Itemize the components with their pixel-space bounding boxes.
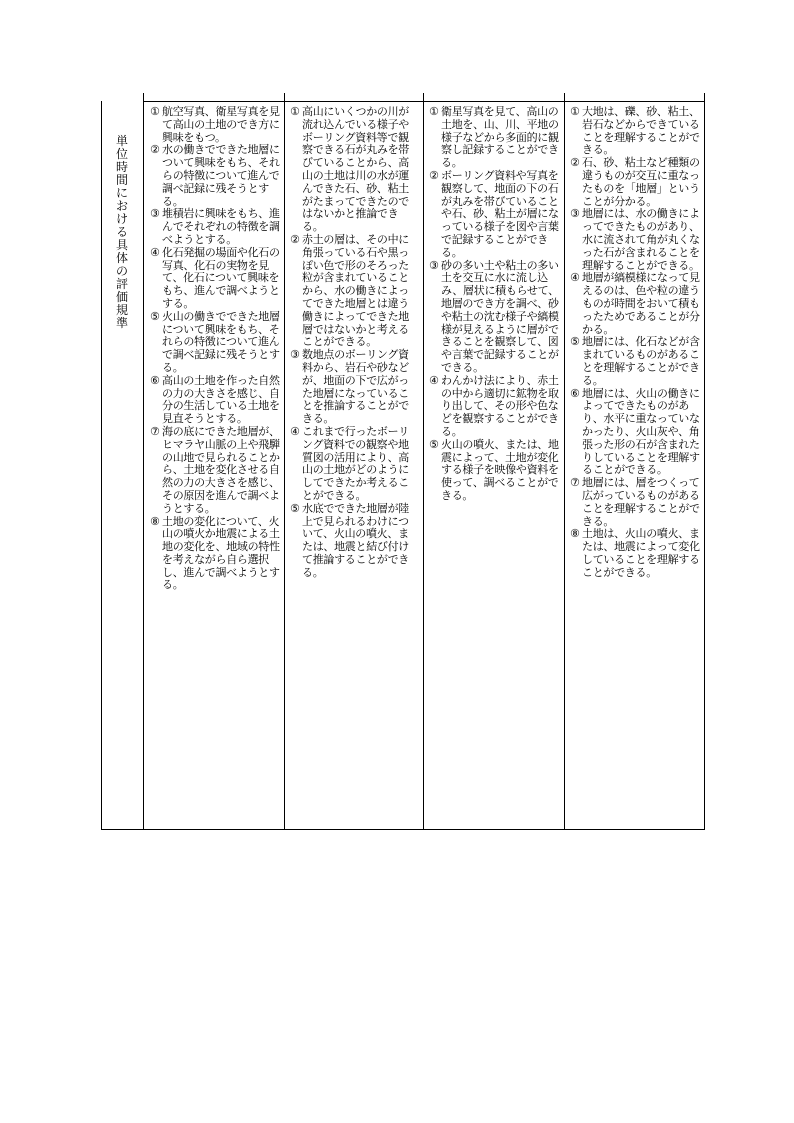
criterion-item <box>570 208 701 272</box>
row-label-char: 価 <box>115 290 128 304</box>
criterion-text: 数地点のボーリング資料から、岩石や砂などが、地面の下で広がった地層になっていることを推論することができる。 <box>302 348 409 426</box>
row-label-char: 体 <box>115 251 128 265</box>
row-label-char: 位 <box>115 147 128 161</box>
criterion-number: ⑥ <box>570 386 580 400</box>
criterion-item <box>150 516 280 593</box>
criterion-text: 土地は、火山の噴火、または、地震によって変化していることを理解することができる。 <box>582 527 700 579</box>
criterion-number: ⑦ <box>570 476 580 490</box>
criterion-text: 堆積岩に興味をもち、進んでそれぞれの特徴を調べようとする。 <box>162 207 280 246</box>
criterion-number: ① <box>290 105 300 118</box>
criterion-number: ① <box>570 105 580 118</box>
criterion-number: ⑤ <box>429 437 439 451</box>
criterion-text: 航空写真、衛星写真を見て高山の土地のでき方に興味をもつ。 <box>162 105 280 144</box>
criterion-number: ② <box>150 143 160 157</box>
criterion-item <box>429 375 560 439</box>
criterion-number: ⑤ <box>150 309 160 323</box>
column-border-5 <box>704 93 705 829</box>
criterion-number: ⑤ <box>570 335 580 349</box>
criterion-item <box>290 426 419 503</box>
column-border-1 <box>143 93 144 829</box>
criterion-item <box>570 336 701 387</box>
criterion-number: ② <box>290 232 300 246</box>
criterion-item <box>150 144 280 208</box>
criterion-number: ③ <box>150 207 160 221</box>
criterion-text: わんかけ法により、赤土の中から適切に鉱物を取り出して、その形や色などを観察することができる。 <box>441 373 559 438</box>
criterion-text: 水底でできた地層が陸上で見られるわけについて、火山の噴火、または、地震と結び付けて推論することができる。 <box>302 501 409 579</box>
criterion-item <box>570 477 701 528</box>
criterion-number: ⑧ <box>570 527 580 541</box>
criterion-number: ③ <box>429 258 439 272</box>
criterion-item <box>290 503 419 580</box>
criterion-item <box>150 247 280 311</box>
criterion-item <box>150 375 280 426</box>
criterion-text: 火山の噴火、または、地震によって、土地が変化する様子を映像や資料を使って、調べることができる。 <box>441 437 559 502</box>
criterion-number: ② <box>570 156 580 170</box>
row-label-char: の <box>115 264 128 278</box>
evaluation-table <box>101 93 705 830</box>
criterion-number: ⑧ <box>150 514 160 528</box>
row-label-char: 単 <box>115 134 128 148</box>
criterion-item <box>150 208 280 246</box>
criterion-text: 火山の働きでできた地層について興味をもち、それらの特徴について進んで調べ記録に残そうとする。 <box>162 309 280 374</box>
row-label-char: 準 <box>115 316 128 330</box>
criterion-text: 地層には、火山の働きによってできたものがあり、水平に重なっていなかったり、火山灰や、角張った形の石が含まれたりしていることを理解することができる。 <box>582 386 700 477</box>
criterion-number: ⑥ <box>150 373 160 387</box>
criterion-item <box>570 272 701 336</box>
criterion-text: ボーリング資料や写真を観察して、地面の下の石が丸みを帯びていることや石、砂、粘土が層になっている様子を図や言葉で記録することができる。 <box>441 168 559 259</box>
criterion-item <box>570 388 701 478</box>
criterion-item <box>429 106 560 170</box>
criterion-number: ④ <box>290 424 300 438</box>
criterion-number: ④ <box>150 245 160 259</box>
criterion-text: 土地の変化について、火山の噴火か地震による土地の変化を、地域の特性を考えながら自ら選択し、進んで調べようとする。 <box>162 514 280 592</box>
column-knowledge <box>570 106 701 579</box>
criterion-text: 高山の土地を作った自然の力の大きさを感じ、自分の生活している土地を見直そうとする。 <box>162 373 280 426</box>
row-label-char: 規 <box>115 303 128 317</box>
criterion-text: 地層には、化石などが含まれているものがあることを理解することができる。 <box>582 335 700 387</box>
criterion-item <box>290 349 419 426</box>
criterion-text: 高山にいくつかの川が流れ込んでいる様子やボーリング資料等で観察できる石が丸みを帯びていることから、高山の土地は川の水が運んできた石、砂、粘土がたまってできたのではないかと推論できる。 <box>302 105 409 234</box>
criterion-number: ⑤ <box>290 501 300 515</box>
criterion-number: ① <box>150 105 160 118</box>
row-label <box>101 135 143 330</box>
criterion-text: これまで行ったボーリング資料での観察や地質図の活用により、高山の土地がどのようにしてできたか考えることができる。 <box>302 424 409 502</box>
criterion-item <box>290 234 419 349</box>
row-label-char: 時 <box>115 160 128 174</box>
criterion-number: ① <box>429 105 439 118</box>
criterion-text: 地層が縞模様になって見えるのは、色や粒の違うものが時間をおいて積もったためであることが分かる。 <box>582 271 700 336</box>
row-label-char: 評 <box>115 277 128 291</box>
criterion-text: 地層には、層をつくって広がっているものがあることを理解することができる。 <box>582 476 700 528</box>
criterion-item <box>429 439 560 503</box>
criterion-text: 水の働きでできた地層について興味をもち、それらの特徴について進んで調べ記録に残そうとする。 <box>162 143 280 208</box>
row-label-char: お <box>115 199 128 213</box>
criterion-text: 化石発掘の場面や化石の写真、化石の実物を見て、化石について興味をもち、進んで調べようとする。 <box>162 245 280 310</box>
column-border-3 <box>423 93 424 829</box>
column-border-2 <box>284 93 285 829</box>
row-label-char: る <box>115 225 128 239</box>
criterion-item <box>150 426 280 516</box>
criterion-item <box>429 260 560 375</box>
criterion-text: 砂の多い土や粘土の多い土を交互に水に流し込み、層状に積もらせて、地層のでき方を調べ、砂や粘土の沈む様子や縞模様が見えるように層ができることを観察して、図や言葉で記録することができる。 <box>441 258 559 374</box>
column-skills <box>429 106 560 503</box>
column-interest <box>150 106 280 592</box>
criterion-text: 地層には、水の働きによってできたものがあり、水に流されて角が丸くなった石が含まれることを理解することができる。 <box>582 207 700 272</box>
criterion-item <box>150 106 280 144</box>
column-border-4 <box>564 93 565 829</box>
criterion-item <box>570 157 701 208</box>
criterion-text: 石、砂、粘土など種類の違うものが交互に重なったものを「地層」ということが分かる。 <box>582 156 700 208</box>
criterion-number: ③ <box>570 207 580 221</box>
criterion-item <box>570 106 701 157</box>
row-label-char: に <box>115 186 128 200</box>
row-label-char: 間 <box>115 173 128 187</box>
criterion-text: 大地は、礫、砂、粘土、岩石などからできていることを理解することができる。 <box>582 105 700 157</box>
criterion-number: ⑦ <box>150 424 160 438</box>
row-label-char: け <box>115 212 128 226</box>
criterion-text: 赤土の層は、その中に角張っている石や黒っぽい色で形のそろった粒が含まれていることから、水の働きによってできた地層とは違う働きによってできた地層ではないかと考えることができる。 <box>302 232 409 349</box>
criterion-item <box>429 170 560 260</box>
row-label-char: 具 <box>115 238 128 252</box>
criterion-number: ④ <box>429 373 439 387</box>
criterion-number: ② <box>429 168 439 182</box>
criterion-text: 衛星写真を見て、高山の土地を、山、川、平地の様子などから多面的に観察し記録することができる。 <box>441 105 559 170</box>
criterion-number: ④ <box>570 271 580 285</box>
column-reasoning <box>290 106 419 579</box>
criterion-item <box>290 106 419 234</box>
top-border-segment <box>143 101 705 102</box>
criterion-number: ③ <box>290 348 300 362</box>
criterion-text: 海の底にできた地層が、ヒマラヤ山脈の上や飛騨の山地で見られることから、土地を変化させる自然の力の大きさを感じ、その原因を進んで調べようとする。 <box>162 424 280 515</box>
criterion-item <box>570 528 701 579</box>
criterion-item <box>150 311 280 375</box>
